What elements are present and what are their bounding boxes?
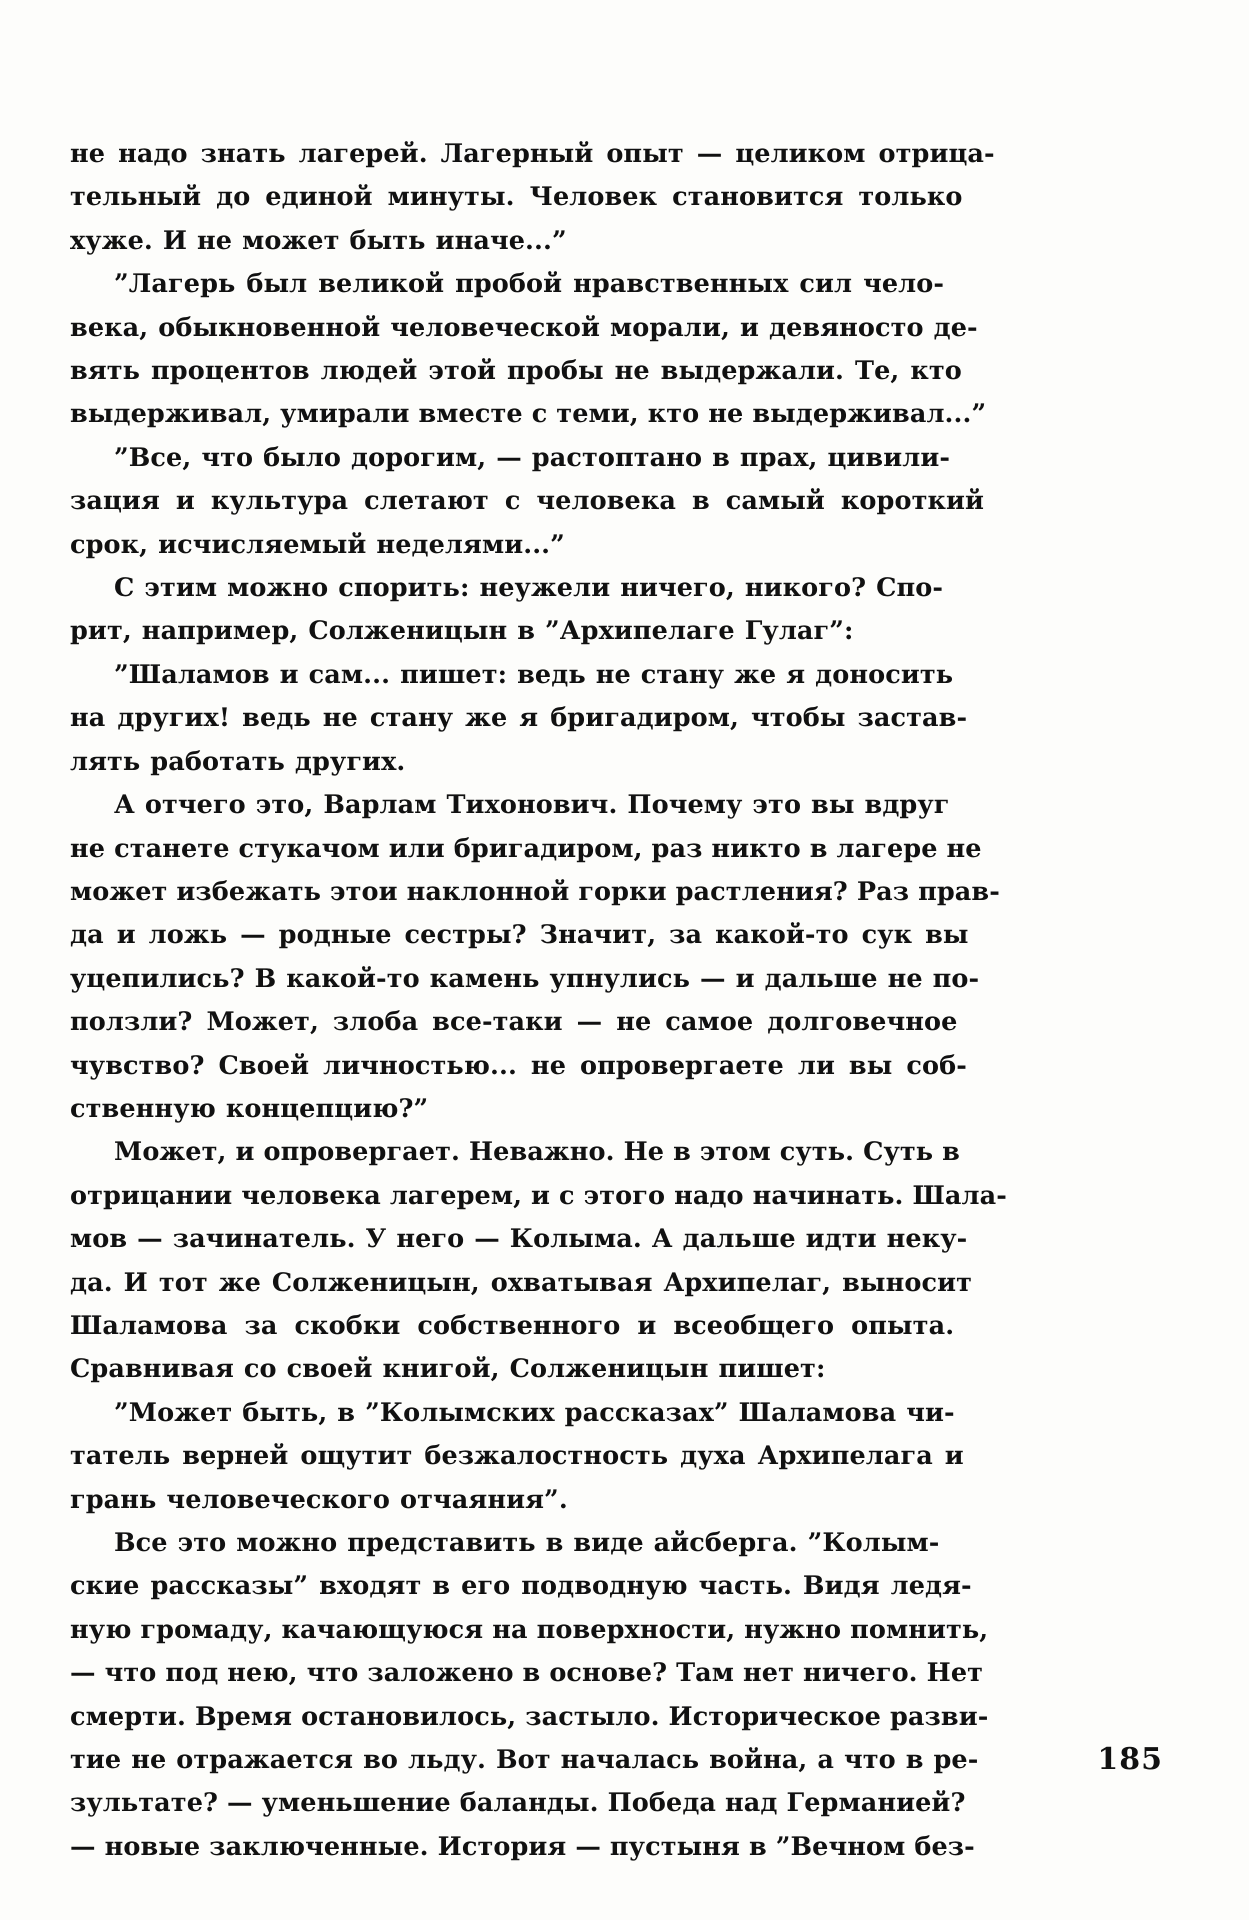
text-line: не надо знать лагерей. Лагерный опыт — целиком отрица- [70,139,995,169]
text-line: А отчего это, Варлам Тихонович. Почему это вы вдруг [114,790,950,821]
text-line: ственную концепцию?” [70,1093,429,1124]
text-line: хуже. И не может быть иначе...” [70,225,567,256]
text-line: тельный до единой минуты. Человек становится только [70,182,963,213]
text-line: лять работать других. [70,746,406,777]
page-number: 185 [1097,1742,1163,1777]
text-line: века, обыкновенной человеческой морали, и девяносто де- [70,312,978,343]
text-line: Все это можно представить в виде айсберга. ”Колым- [114,1528,940,1558]
text-line: С этим можно спорить: неужели ничего, никого? Спо- [114,573,944,604]
body-text [70,133,1007,1869]
text-line: зультате? — уменьшение баланды. Победа над Германией? [70,1788,966,1819]
text-line: ную громаду, качающуюся на поверхности, нужно помнить, [70,1614,989,1645]
text-line: может избежать этои наклонной горки растления? Раз прав- [70,876,1000,907]
text-line: грань человеческого отчаяния”. [70,1484,568,1515]
text-line: вять процентов людей этой пробы не выдержали. Те, кто [70,356,962,387]
text-line: ”Шаламов и сам... пишет: ведь не стану же я доносить [114,659,954,690]
text-line: мов — зачинатель. У него — Колыма. А дальше идти неку- [70,1224,968,1255]
text-line: уцепились? В какой-то камень упнулись — и дальше не по- [70,963,980,994]
text-line: тие не отражается во льду. Вот началась война, а что в ре- [70,1745,979,1776]
text-line: ”Может быть, в ”Колымских рассказах” Шаламова чи- [114,1397,955,1428]
text-line: — новые заключенные. История — пустыня в ”Вечном без- [70,1831,975,1862]
text-line: Может, и опровергает. Неважно. Не в этом суть. Суть в [114,1137,960,1168]
text-line: выдерживал, умирали вместе с теми, кто не выдерживал...” [70,399,987,430]
text-line: смерти. Время остановилось, застыло. Историческое разви- [70,1701,989,1732]
text-line: срок, исчисляемый неделями...” [70,529,565,560]
text-line: ”Лагерь был великой пробой нравственных сил чело- [114,269,945,300]
text-line: рит, например, Солженицын в ”Архипелаге Гулаг”: [70,616,854,647]
text-line: да и ложь — родные сестры? Значит, за какой-то сук вы [70,920,969,951]
text-line: на других! ведь не стану же я бригадиром, чтобы застав- [70,703,968,734]
text-line: ские рассказы” входят в его подводную часть. Видя ледя- [70,1571,972,1602]
text-line: зация и культура слетают с человека в самый короткий [70,486,985,517]
text-line: Шаламова за скобки собственного и всеобщего опыта. [70,1310,955,1341]
text-line: — что под нею, что заложено в основе? Там нет ничего. Нет [70,1658,984,1689]
text-line: ”Все, что было дорогим, — растоптано в прах, цивили- [114,442,951,473]
text-line: не станете стукачом или бригадиром, раз никто в лагере не [70,833,982,864]
text-line: ползли? Может, злоба все-таки — не самое долговечное [70,1007,958,1038]
text-line: отрицании человека лагерем, и с этого надо начинать. Шала- [70,1180,1007,1211]
text-line: да. И тот же Солженицын, охватывая Архипелаг, выносит [70,1267,972,1298]
text-line: Сравнивая со своей книгой, Солженицын пишет: [70,1354,826,1385]
text-line: чувство? Своей личностью... не опровергаете ли вы соб- [70,1050,967,1081]
text-line: татель верней ощутит безжалостность духа Архипелага и [70,1441,964,1472]
